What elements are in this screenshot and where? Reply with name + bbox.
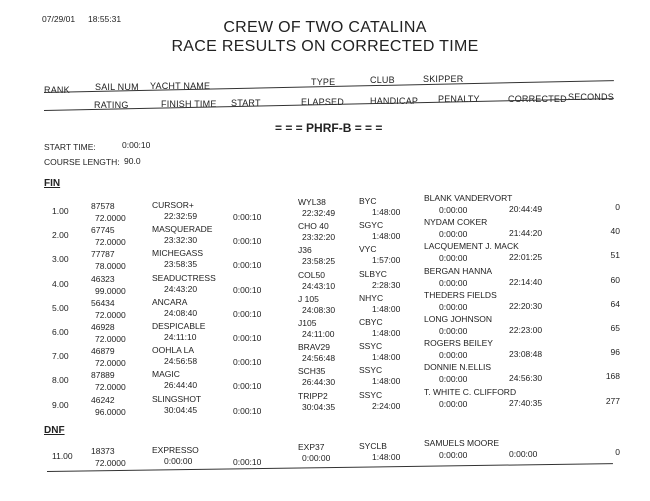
cell-seconds: 40 [610, 226, 620, 237]
cell-seconds: 168 [605, 371, 620, 382]
cell-finish-time: 26:44:40 [164, 380, 198, 391]
cell-finish-time: 23:58:35 [164, 259, 198, 270]
cell-sail-num: 18373 [91, 446, 115, 456]
cell-sail-num: 87889 [91, 370, 115, 381]
cell-rank: 7.00 [52, 351, 69, 362]
cell-handicap: 1:57:00 [372, 255, 401, 266]
cell-finish-time: 24:56:58 [164, 356, 198, 367]
cell-type: WYL38 [298, 197, 326, 207]
cell-yacht-name: DESPICABLE [152, 321, 206, 331]
cell-skipper: THEDERS FIELDS [424, 289, 497, 300]
cell-skipper: LONG JOHNSON [424, 314, 493, 324]
cell-type: EXP37 [298, 442, 325, 452]
header-handicap: HANDICAP [370, 96, 419, 106]
cell-penalty: 0:00:00 [439, 398, 468, 409]
header-finish-time: FINISH TIME [161, 99, 217, 109]
cell-finish-time: 22:32:59 [164, 211, 198, 221]
cell-rating: 72.0000 [95, 382, 126, 393]
header-club: CLUB [370, 75, 395, 85]
header-rating: RATING [94, 100, 129, 110]
cell-corrected: 20:44:49 [509, 204, 543, 214]
cell-type: SCH35 [298, 366, 326, 377]
cell-start: 0:00:10 [233, 284, 262, 295]
cell-club: SSYC [359, 389, 383, 400]
cell-rank: 11.00 [52, 451, 73, 461]
cell-yacht-name: MICHEGASS [152, 248, 204, 259]
header-skipper: SKIPPER [423, 74, 464, 84]
cell-club: CBYC [359, 317, 383, 327]
cell-skipper: T. WHITE C. CLIFFORD [424, 386, 517, 397]
report-title: CREW OF TWO CATALINA [223, 19, 427, 36]
cell-elapsed: 23:32:20 [302, 232, 336, 243]
cell-rating: 72.0000 [95, 458, 126, 468]
cell-seconds: 51 [610, 250, 620, 261]
cell-finish-time: 24:08:40 [164, 307, 198, 318]
cell-start: 0:00:10 [233, 333, 262, 343]
cell-corrected: 21:44:20 [509, 228, 543, 239]
cell-rating: 72.0000 [95, 213, 126, 223]
cell-sail-num: 67745 [91, 225, 115, 236]
section-label: DNF [44, 425, 65, 436]
header-sail-num: SAIL NUM [95, 82, 139, 92]
cell-type: CHO 40 [298, 221, 329, 232]
cell-handicap: 1:48:00 [372, 452, 401, 462]
cell-rank: 8.00 [52, 375, 69, 386]
cell-corrected: 22:01:25 [509, 252, 543, 263]
cell-skipper: BLANK VANDERVORT [424, 193, 513, 203]
cell-sail-num: 46242 [91, 394, 115, 405]
cell-start: 0:00:10 [233, 405, 262, 416]
cell-skipper: BERGAN HANNA [424, 265, 493, 276]
cell-start: 0:00:10 [233, 308, 262, 319]
start-time-label: START TIME: [44, 142, 96, 152]
cell-elapsed: 24:08:30 [302, 304, 336, 315]
cell-start: 0:00:10 [233, 260, 262, 271]
header-seconds: SECONDS [568, 92, 614, 102]
cell-skipper: DONNIE N.ELLIS [424, 362, 492, 373]
cell-rating: 78.0000 [95, 261, 126, 272]
cell-handicap: 1:48:00 [372, 376, 401, 387]
cell-handicap: 1:48:00 [372, 328, 401, 338]
cell-type: J36 [298, 245, 312, 256]
cell-yacht-name: CURSOR+ [152, 200, 194, 210]
cell-sail-num: 87578 [91, 201, 115, 211]
cell-corrected: 22:23:00 [509, 325, 543, 335]
cell-start: 0:00:10 [233, 357, 262, 368]
footer-rule [47, 463, 613, 472]
cell-elapsed: 24:11:00 [302, 329, 335, 339]
cell-type: TRIPP2 [298, 390, 328, 401]
cell-rating: 99.0000 [95, 285, 126, 296]
cell-type: COL50 [298, 269, 325, 280]
cell-penalty: 0:00:00 [439, 253, 468, 264]
cell-finish-time: 23:32:30 [164, 235, 198, 246]
cell-rating: 72.0000 [95, 358, 126, 369]
cell-finish-time: 24:43:20 [164, 283, 198, 294]
cell-corrected: 23:08:48 [509, 349, 543, 360]
cell-corrected: 24:56:30 [509, 373, 543, 384]
cell-type: J 105 [298, 293, 319, 304]
cell-rank: 4.00 [52, 278, 69, 289]
cell-penalty: 0:00:00 [439, 374, 468, 385]
cell-skipper: ROGERS BEILEY [424, 338, 493, 349]
cell-elapsed: 23:58:25 [302, 256, 336, 267]
header-yacht-name: YACHT NAME [150, 81, 211, 91]
cell-skipper: SAMUELS MOORE [424, 438, 500, 448]
course-length-value: 90.0 [124, 156, 141, 166]
cell-sail-num: 46323 [91, 273, 115, 284]
cell-corrected: 22:20:30 [509, 300, 543, 311]
cell-seconds: 64 [610, 298, 620, 309]
cell-sail-num: 56434 [91, 297, 115, 308]
cell-elapsed: 24:43:10 [302, 280, 336, 291]
cell-handicap: 1:48:00 [372, 207, 401, 217]
cell-elapsed: 30:04:35 [302, 401, 336, 412]
header-start: START [231, 98, 261, 108]
cell-seconds: 65 [610, 323, 620, 333]
cell-penalty: 0:00:00 [439, 229, 468, 240]
cell-handicap: 1:48:00 [372, 303, 401, 314]
cell-yacht-name: SEADUCTRESS [152, 272, 216, 283]
cell-yacht-name: MASQUERADE [152, 224, 213, 235]
cell-penalty: 0:00:00 [439, 450, 468, 460]
cell-handicap: 2:24:00 [372, 400, 401, 411]
cell-yacht-name: EXPRESSO [152, 445, 199, 455]
cell-yacht-name: ANCARA [152, 296, 188, 307]
cell-corrected: 27:40:35 [509, 397, 543, 408]
header-penalty: PENALTY [438, 94, 480, 104]
cell-penalty: 0:00:00 [439, 301, 468, 312]
cell-club: SLBYC [359, 268, 387, 279]
cell-sail-num: 46928 [91, 322, 115, 332]
cell-start: 0:00:10 [233, 457, 262, 467]
cell-seconds: 277 [605, 395, 620, 406]
cell-penalty: 0:00:00 [439, 205, 468, 215]
cell-rank: 2.00 [52, 230, 69, 241]
cell-elapsed: 0:00:00 [302, 453, 331, 463]
section-label: FIN [44, 178, 61, 189]
cell-yacht-name: OOHLA LA [152, 345, 195, 356]
cell-rating: 72.0000 [95, 237, 126, 248]
report-date: 07/29/01 [42, 14, 76, 24]
header-corrected: CORRECTED [508, 94, 567, 104]
cell-rating: 72.0000 [95, 309, 126, 320]
cell-handicap: 1:48:00 [372, 352, 401, 363]
report-time: 18:55:31 [88, 14, 122, 24]
cell-seconds: 0 [615, 447, 620, 457]
cell-rating: 72.0000 [95, 334, 126, 344]
cell-handicap: 1:48:00 [372, 231, 401, 242]
cell-club: SSYC [359, 365, 383, 376]
cell-penalty: 0:00:00 [439, 350, 468, 361]
header-type: TYPE [311, 77, 336, 87]
cell-finish-time: 24:11:10 [164, 332, 197, 342]
cell-penalty: 0:00:00 [439, 277, 468, 288]
cell-elapsed: 26:44:30 [302, 377, 336, 388]
cell-seconds: 60 [610, 274, 620, 285]
cell-type: BRAV29 [298, 342, 330, 353]
cell-type: J105 [298, 318, 317, 328]
cell-rank: 3.00 [52, 254, 69, 265]
cell-elapsed: 24:56:48 [302, 353, 336, 364]
header-elapsed: ELAPSED [301, 97, 344, 107]
cell-start: 0:00:10 [233, 381, 262, 392]
cell-yacht-name: SLINGSHOT [152, 393, 202, 404]
cell-skipper: LACQUEMENT J. MACK [424, 241, 519, 252]
cell-rank: 6.00 [52, 327, 69, 337]
cell-sail-num: 46879 [91, 346, 115, 357]
cell-sail-num: 77787 [91, 249, 115, 260]
cell-seconds: 96 [610, 347, 620, 358]
start-time-value: 0:00:10 [122, 140, 151, 150]
cell-handicap: 2:28:30 [372, 279, 401, 290]
cell-start: 0:00:10 [233, 236, 262, 247]
class-label: = = = PHRF-B = = = [275, 121, 383, 135]
cell-penalty: 0:00:00 [439, 326, 468, 336]
cell-seconds: 0 [615, 202, 620, 212]
cell-club: SSYC [359, 341, 383, 352]
cell-elapsed: 22:32:49 [302, 208, 336, 218]
cell-rank: 1.00 [52, 206, 69, 216]
cell-club: BYC [359, 196, 377, 206]
cell-corrected: 22:14:40 [509, 276, 543, 287]
cell-skipper: NYDAM COKER [424, 217, 488, 228]
cell-club: NHYC [359, 292, 384, 303]
header-rank: RANK [44, 85, 70, 95]
cell-club: SYCLB [359, 441, 387, 451]
cell-club: VYC [359, 244, 377, 255]
cell-club: SGYC [359, 220, 384, 231]
report-subtitle: RACE RESULTS ON CORRECTED TIME [171, 38, 479, 55]
cell-corrected: 0:00:00 [509, 449, 538, 459]
cell-rank: 5.00 [52, 302, 69, 313]
cell-rating: 96.0000 [95, 406, 126, 417]
cell-start: 0:00:10 [233, 212, 262, 222]
course-length-label: COURSE LENGTH: [44, 157, 120, 167]
cell-rank: 9.00 [52, 399, 69, 410]
cell-finish-time: 30:04:45 [164, 404, 198, 415]
cell-finish-time: 0:00:00 [164, 456, 193, 466]
cell-yacht-name: MAGIC [152, 369, 180, 380]
